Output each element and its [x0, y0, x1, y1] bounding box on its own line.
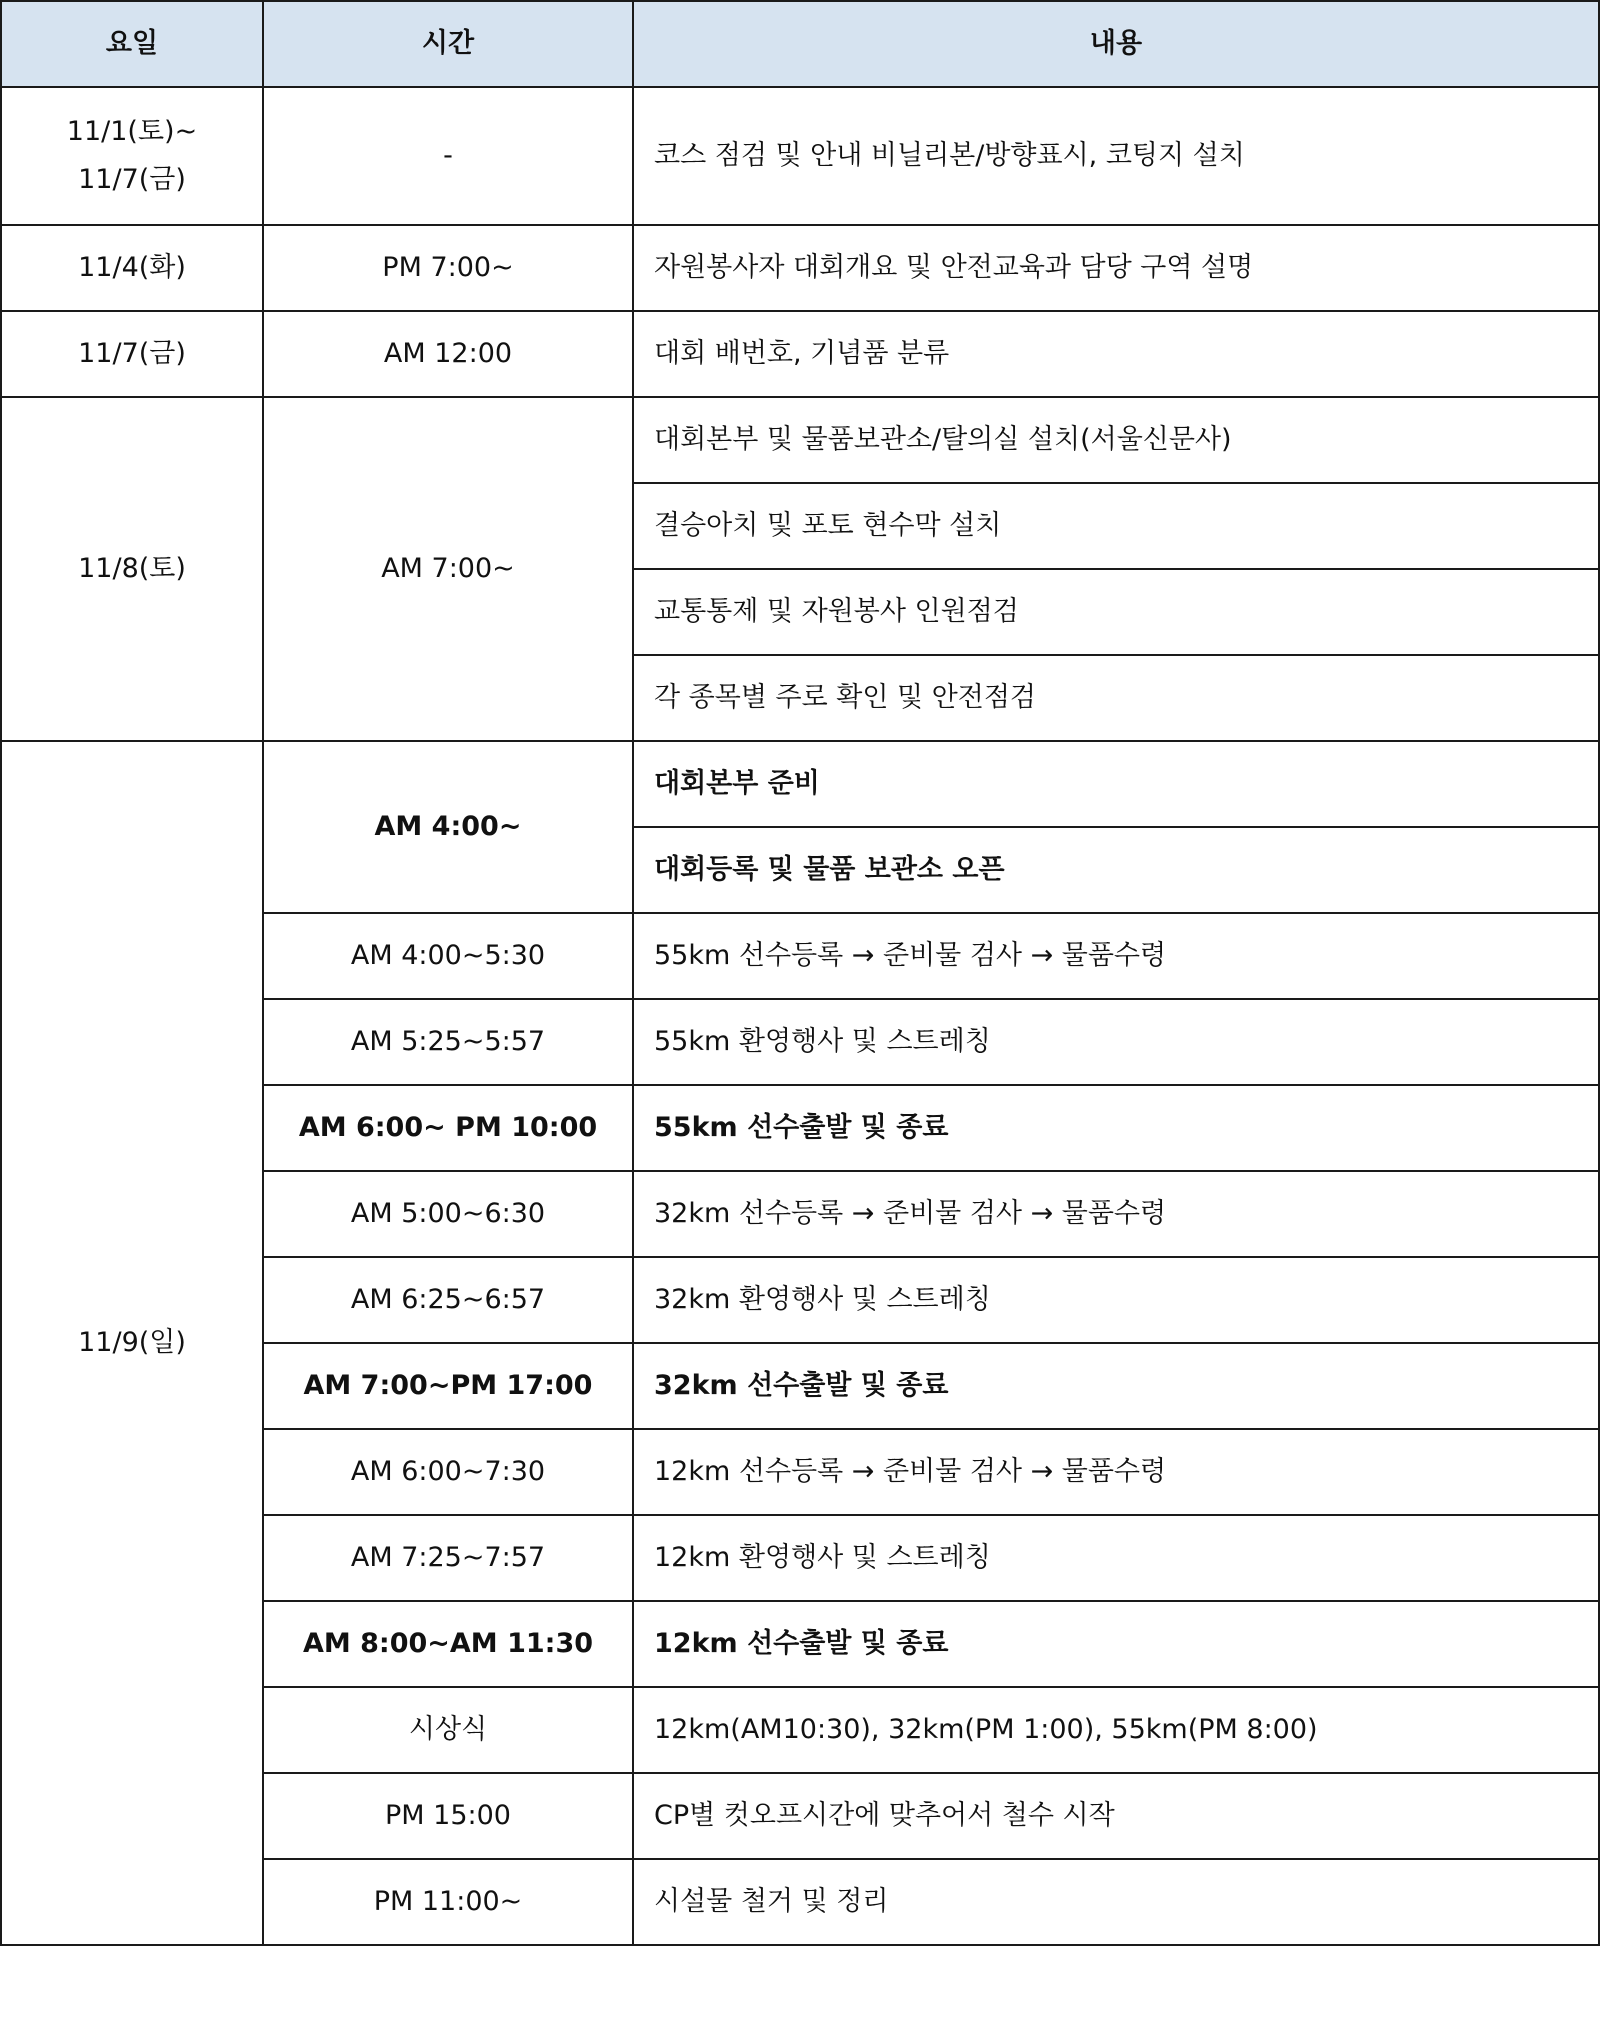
header-day: 요일 [1, 1, 263, 87]
day-line: 11/1(토)~ [66, 116, 198, 147]
time-cell: PM 15:00 [263, 1773, 633, 1859]
day-cell: 11/9(일) [1, 741, 263, 1945]
content-cell: 대회등록 및 물품 보관소 오픈 [633, 827, 1599, 913]
table-row [1, 225, 1599, 311]
content-cell: 코스 점검 및 안내 비닐리본/방향표시, 코팅지 설치 [633, 87, 1599, 225]
content-cell: 교통통제 및 자원봉사 인원점검 [633, 569, 1599, 655]
content-cell: 결승아치 및 포토 현수막 설치 [633, 483, 1599, 569]
time-cell: AM 7:25~7:57 [263, 1515, 633, 1601]
time-cell: AM 5:00~6:30 [263, 1171, 633, 1257]
time-cell: PM 7:00~ [263, 225, 633, 311]
day-cell: 11/4(화) [1, 225, 263, 311]
content-cell: 32km 환영행사 및 스트레칭 [633, 1257, 1599, 1343]
content-cell: 55km 환영행사 및 스트레칭 [633, 999, 1599, 1085]
time-cell: AM 7:00~PM 17:00 [263, 1343, 633, 1429]
content-cell: 대회 배번호, 기념품 분류 [633, 311, 1599, 397]
content-cell: 시설물 철거 및 정리 [633, 1859, 1599, 1945]
time-cell: 시상식 [263, 1687, 633, 1773]
content-cell: CP별 컷오프시간에 맞추어서 철수 시작 [633, 1773, 1599, 1859]
time-cell: AM 5:25~5:57 [263, 999, 633, 1085]
table-row [1, 311, 1599, 397]
time-cell: AM 6:25~6:57 [263, 1257, 633, 1343]
content-cell: 대회본부 및 물품보관소/탈의실 설치(서울신문사) [633, 397, 1599, 483]
day-cell: 11/8(토) [1, 397, 263, 741]
content-cell: 대회본부 준비 [633, 741, 1599, 827]
time-cell: AM 7:00~ [263, 397, 633, 741]
header-content: 내용 [633, 1, 1599, 87]
day-cell: 11/7(금) [1, 311, 263, 397]
content-cell: 55km 선수출발 및 종료 [633, 1085, 1599, 1171]
header-time: 시간 [263, 1, 633, 87]
time-cell: AM 6:00~7:30 [263, 1429, 633, 1515]
content-cell: 55km 선수등록 → 준비물 검사 → 물품수령 [633, 913, 1599, 999]
day-line: 11/7(금) [78, 164, 186, 195]
header-row [1, 1, 1599, 87]
time-cell: AM 4:00~ [263, 741, 633, 913]
time-cell: PM 11:00~ [263, 1859, 633, 1945]
content-cell: 12km 환영행사 및 스트레칭 [633, 1515, 1599, 1601]
time-cell: AM 12:00 [263, 311, 633, 397]
content-cell: 각 종목별 주로 확인 및 안전점검 [633, 655, 1599, 741]
content-cell: 32km 선수등록 → 준비물 검사 → 물품수령 [633, 1171, 1599, 1257]
content-cell: 12km(AM10:30), 32km(PM 1:00), 55km(PM 8:00) [633, 1687, 1599, 1773]
content-cell: 12km 선수등록 → 준비물 검사 → 물품수령 [633, 1429, 1599, 1515]
time-cell: AM 6:00~ PM 10:00 [263, 1085, 633, 1171]
content-cell: 32km 선수출발 및 종료 [633, 1343, 1599, 1429]
table-row [1, 87, 1599, 225]
content-cell: 자원봉사자 대회개요 및 안전교육과 담당 구역 설명 [633, 225, 1599, 311]
time-cell: AM 4:00~5:30 [263, 913, 633, 999]
time-cell: - [263, 87, 633, 225]
day-cell [1, 87, 263, 225]
time-cell: AM 8:00~AM 11:30 [263, 1601, 633, 1687]
table-row [1, 741, 1599, 827]
content-cell: 12km 선수출발 및 종료 [633, 1601, 1599, 1687]
table-row [1, 397, 1599, 483]
